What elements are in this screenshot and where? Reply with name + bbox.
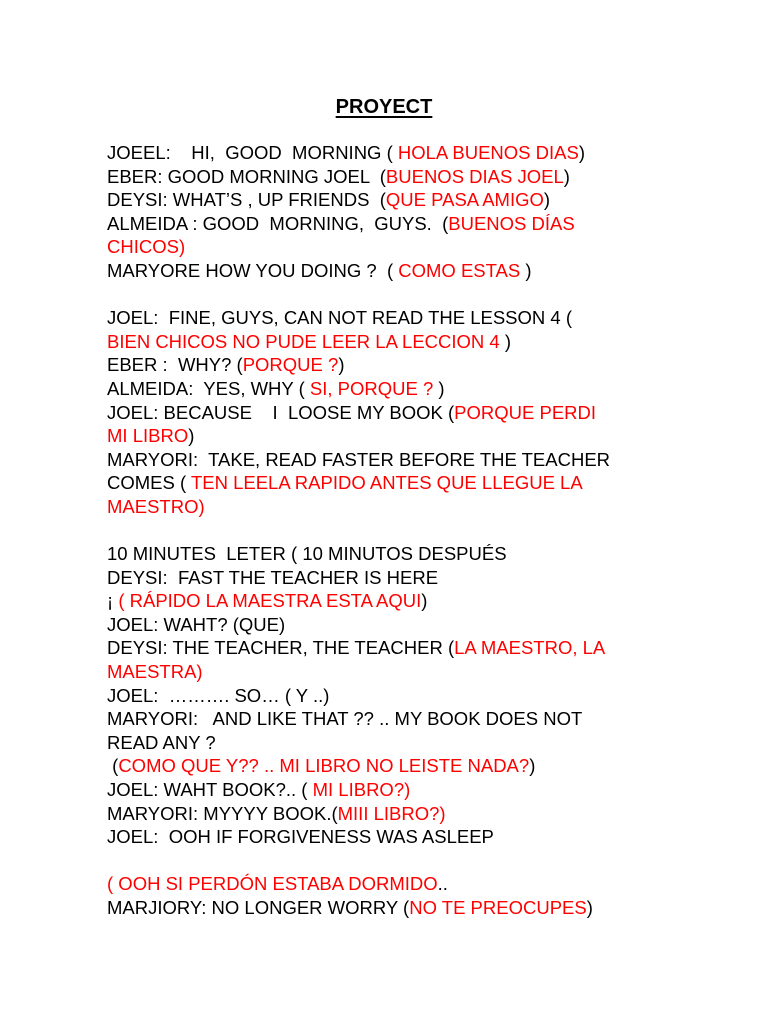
translation-text: BIEN CHICOS NO PUDE LEER LA LECCION 4: [107, 330, 500, 352]
dialogue-line: [107, 542, 747, 566]
dialogue-text: ): [433, 377, 445, 399]
dialogue-text: JOEL: BECAUSE I LOOSE MY BOOK (: [107, 401, 455, 423]
dialogue-text: MARYORE HOW YOU DOING ? (: [107, 259, 399, 281]
dialogue-text: ): [563, 165, 570, 187]
translation-text: TEN LEELA RAPIDO ANTES QUE LLEGUE LA: [190, 472, 583, 494]
translation-text: ( OOH SI PERDÓN ESTABA DORMIDO: [107, 873, 438, 895]
translation-text: NO TE PREOCUPES: [409, 897, 587, 918]
translation-text: COMO ESTAS: [398, 259, 521, 281]
dialogue-text: JOEL: OOH IF FORGIVENESS WAS ASLEEP: [107, 826, 494, 848]
dialogue-text: 10 MINUTES LETER ( 10 MINUTOS DESPUÉS: [107, 543, 507, 565]
dialogue-text: JOEL: ………. SO… ( Y ..): [107, 684, 330, 706]
translation-text: SI, PORQUE ?: [309, 377, 434, 399]
dialogue-line: [107, 401, 747, 425]
dialogue-line: [107, 636, 747, 660]
dialogue-text: ): [520, 259, 532, 281]
dialogue-text: DEYSI: WHAT’S , UP FRIENDS (: [107, 189, 386, 211]
dialogue-text: ): [338, 354, 345, 376]
translation-text: PORQUE PERDI: [454, 401, 597, 423]
translation-text: LA MAESTRO, LA: [454, 637, 606, 659]
dialogue-text: READ ANY ?: [107, 731, 216, 753]
dialogue-body: [107, 141, 747, 920]
dialogue-line: [107, 778, 747, 802]
dialogue-line: [107, 802, 747, 826]
dialogue-line: [107, 896, 747, 920]
dialogue-line: [107, 471, 747, 495]
dialogue-line: [107, 495, 747, 519]
dialogue-text: ): [578, 142, 586, 163]
dialogue-line: [107, 731, 747, 755]
translation-text: MAESTRA): [107, 661, 203, 683]
translation-text: PORQUE ?: [242, 354, 339, 376]
dialogue-line: [107, 259, 747, 283]
dialogue-line: [107, 424, 747, 448]
dialogue-text: ¡: [107, 590, 119, 612]
dialogue-line: [107, 707, 747, 731]
document-title: PROYECT: [335, 96, 433, 118]
dialogue-line: [107, 165, 747, 189]
translation-text: MAESTRO): [107, 495, 205, 517]
dialogue-line: [107, 188, 747, 212]
translation-text: BUENOS DÍAS: [448, 212, 575, 234]
dialogue-line: [107, 235, 747, 259]
translation-text: HOLA BUENOS DIAS: [397, 142, 579, 163]
dialogue-line: [107, 448, 747, 472]
dialogue-line: [107, 825, 747, 849]
dialogue-text: ): [529, 755, 536, 777]
dialogue-text: EBER : WHY? (: [107, 354, 243, 376]
dialogue-text: MARYORI: MYYYY BOOK.(: [107, 802, 338, 824]
dialogue-text: ): [421, 590, 428, 612]
dialogue-text: DEYSI: THE TEACHER, THE TEACHER (: [107, 637, 455, 659]
dialogue-text: JOEL: WAHT BOOK?.. (: [107, 779, 313, 801]
dialogue-text: MARYORI: TAKE, READ FASTER BEFORE THE TEACHER: [107, 448, 611, 470]
dialogue-text: MARYORI: AND LIKE THAT ?? .. MY BOOK DOES NOT: [107, 708, 583, 730]
dialogue-line: [107, 660, 747, 684]
translation-text: ( RÁPIDO LA MAESTRA ESTA AQUI: [118, 590, 422, 612]
dialogue-text: JOEL: FINE, GUYS, CAN NOT READ THE LESSON 4 (: [107, 307, 573, 329]
dialogue-text: ..: [437, 873, 448, 895]
dialogue-text: (: [107, 755, 119, 777]
dialogue-text: ALMEIDA: YES, WHY (: [107, 377, 310, 399]
dialogue-line: [107, 754, 747, 778]
dialogue-text: DEYSI: FAST THE TEACHER IS HERE: [107, 566, 439, 588]
dialogue-line: [107, 212, 747, 236]
dialogue-text: COMES (: [107, 472, 191, 494]
dialogue-text: MARJIORY: NO LONGER WORRY (: [107, 897, 410, 918]
translation-text: COMO QUE Y?? .. MI LIBRO NO LEISTE NADA?: [118, 755, 530, 777]
dialogue-text: EBER: GOOD MORNING JOEL (: [107, 165, 386, 187]
dialogue-line: [107, 306, 747, 330]
translation-text: CHICOS): [107, 236, 186, 258]
dialogue-line: [107, 353, 747, 377]
dialogue-line: [107, 589, 747, 613]
dialogue-line: [107, 377, 747, 401]
dialogue-text: ): [543, 189, 551, 211]
dialogue-text: ALMEIDA : GOOD MORNING, GUYS. (: [107, 212, 449, 234]
translation-text: BUENOS DIAS JOEL: [385, 165, 564, 187]
translation-text: MI LIBRO?): [312, 779, 411, 801]
dialogue-text: ): [499, 330, 512, 352]
blank-line: [107, 519, 747, 543]
translation-text: MI LIBRO: [107, 425, 189, 447]
dialogue-line: [107, 330, 747, 354]
dialogue-line: [107, 613, 747, 637]
blank-line: [107, 849, 747, 873]
translation-text: MIII LIBRO?): [337, 802, 446, 824]
dialogue-line: [107, 872, 747, 896]
translation-text: QUE PASA AMIGO: [385, 189, 544, 211]
dialogue-text: ): [188, 425, 195, 447]
dialogue-text: ): [586, 897, 593, 918]
dialogue-text: JOEL: WAHT? (QUE): [107, 613, 286, 635]
dialogue-line: [107, 141, 747, 165]
dialogue-line: [107, 684, 747, 708]
dialogue-text: JOEEL: HI, GOOD MORNING (: [107, 142, 398, 163]
dialogue-line: [107, 566, 747, 590]
blank-line: [107, 283, 747, 307]
